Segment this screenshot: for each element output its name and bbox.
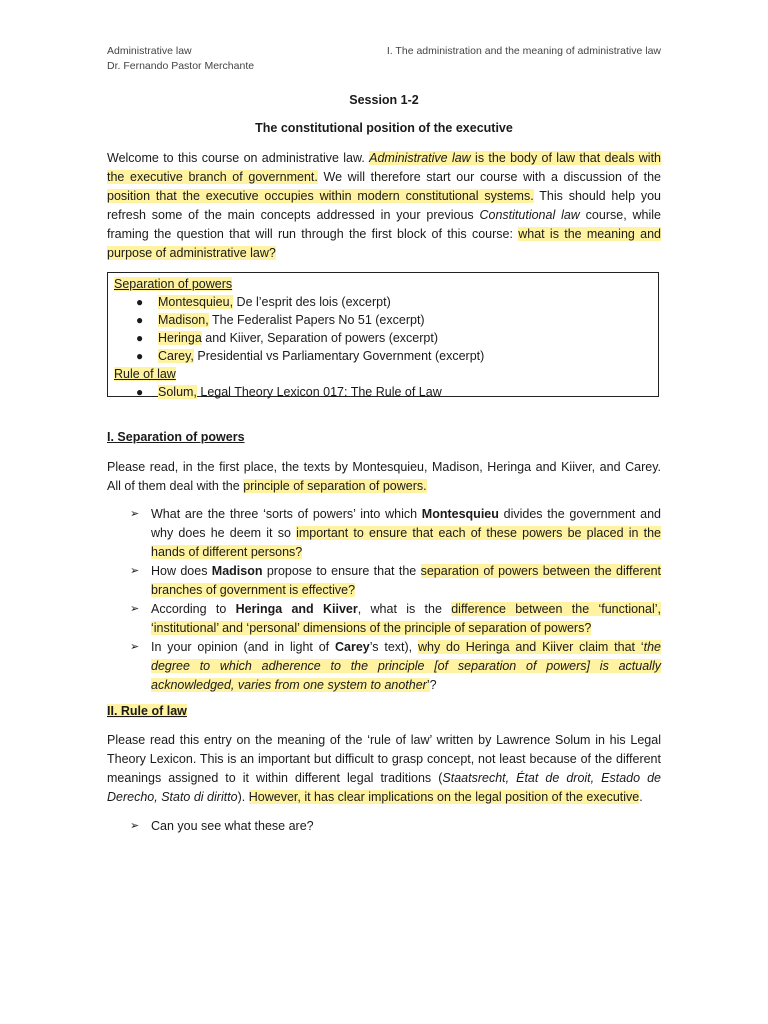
- list-item: ● Solum, Legal Theory Lexicon 017: The Rule of Law: [136, 385, 442, 399]
- section-1-paragraph: Please read, in the first place, the texts by Montesquieu, Madison, Heringa and Kiiver, and Carey. All of them deal with the principle of separation of powers.: [107, 460, 661, 493]
- section-2-paragraph: Please read this entry on the meaning of the ‘rule of law’ written by Lawrence Solum in his Legal Theory Lexicon. This is an important but difficult to grasp concept, not least because of the different meanings assigned to it within different legal traditions (Staatsrecht, État de droit, Estado de Derecho, Stato di diritto). However, it has clear implications on the legal position of the executive.: [107, 733, 662, 804]
- separation-reading-list: [114, 293, 652, 365]
- header-left: [107, 44, 254, 74]
- course-name: Administrative law: [107, 45, 192, 57]
- arrow-bullet-icon: ➢: [130, 565, 140, 577]
- arrow-bullet-icon: ➢: [130, 508, 140, 520]
- bullet-icon: ●: [136, 313, 144, 327]
- section-1-questions: [130, 505, 661, 695]
- question-item: ➢ Can you see what these are?: [130, 817, 661, 836]
- list-item: ● Carey, Presidential vs Parliamentary Government (excerpt): [136, 349, 485, 363]
- arrow-bullet-icon: ➢: [130, 603, 140, 615]
- rule-of-law-heading: Rule of law: [114, 367, 176, 381]
- bullet-icon: ●: [136, 349, 144, 363]
- rule-of-law-reading-list: [114, 383, 652, 401]
- question-item: ➢ In your opinion (and in light of Carey’s text), why do Heringa and Kiiver claim that ‘the degree to which adherence to the principle [of separation of powers] is actually acknowledged, varies from one system to another’?: [130, 640, 662, 692]
- question-item: ➢ According to Heringa and Kiiver, what is the difference between the ‘functional’, ‘institutional’ and ‘personal’ dimensions of the principle of separation of powers?: [130, 602, 661, 635]
- question-item: ➢ What are the three ‘sorts of powers’ into which Montesquieu divides the government and why does he deem it so important to ensure that each of these powers be placed in the hands of different persons?: [130, 507, 662, 559]
- main-title: The constitutional position of the executive: [255, 121, 513, 135]
- reading-list-box: [107, 272, 659, 397]
- list-item: ● Montesquieu, De l’esprit des lois (excerpt): [136, 295, 391, 309]
- lecturer-name: Dr. Fernando Pastor Merchante: [107, 60, 255, 72]
- separation-heading: Separation of powers: [114, 277, 233, 291]
- list-item: ● Heringa and Kiiver, Separation of powers (excerpt): [136, 331, 439, 345]
- list-item: ● Madison, The Federalist Papers No 51 (excerpt): [136, 313, 425, 327]
- intro-paragraph: Welcome to this course on administrative law. Administrative law is the body of law that deals with the executive branch of government. We will therefore start our course with a discussion of the position that the executive occupies within modern constitutional systems. This should help you refresh some of the main concepts addressed in your previous Constitutional law course, while framing the question that will run through the first block of this course: what is the meaning and purpose of administrative law?: [107, 151, 662, 260]
- question-item: ➢ How does Madison propose to ensure that the separation of powers between the different branches of government is effective?: [130, 564, 661, 597]
- bullet-icon: ●: [136, 295, 144, 309]
- section-2-heading: II. Rule of law: [107, 704, 187, 718]
- header-right: I. The administration and the meaning of administrative law: [386, 45, 661, 57]
- arrow-bullet-icon: ➢: [130, 820, 140, 832]
- section-1-heading: I. Separation of powers: [107, 430, 245, 444]
- session-title: Session 1-2: [349, 93, 419, 107]
- arrow-bullet-icon: ➢: [130, 641, 140, 653]
- bullet-icon: ●: [136, 331, 144, 345]
- bullet-icon: ●: [136, 385, 144, 399]
- section-2-questions: [130, 817, 661, 836]
